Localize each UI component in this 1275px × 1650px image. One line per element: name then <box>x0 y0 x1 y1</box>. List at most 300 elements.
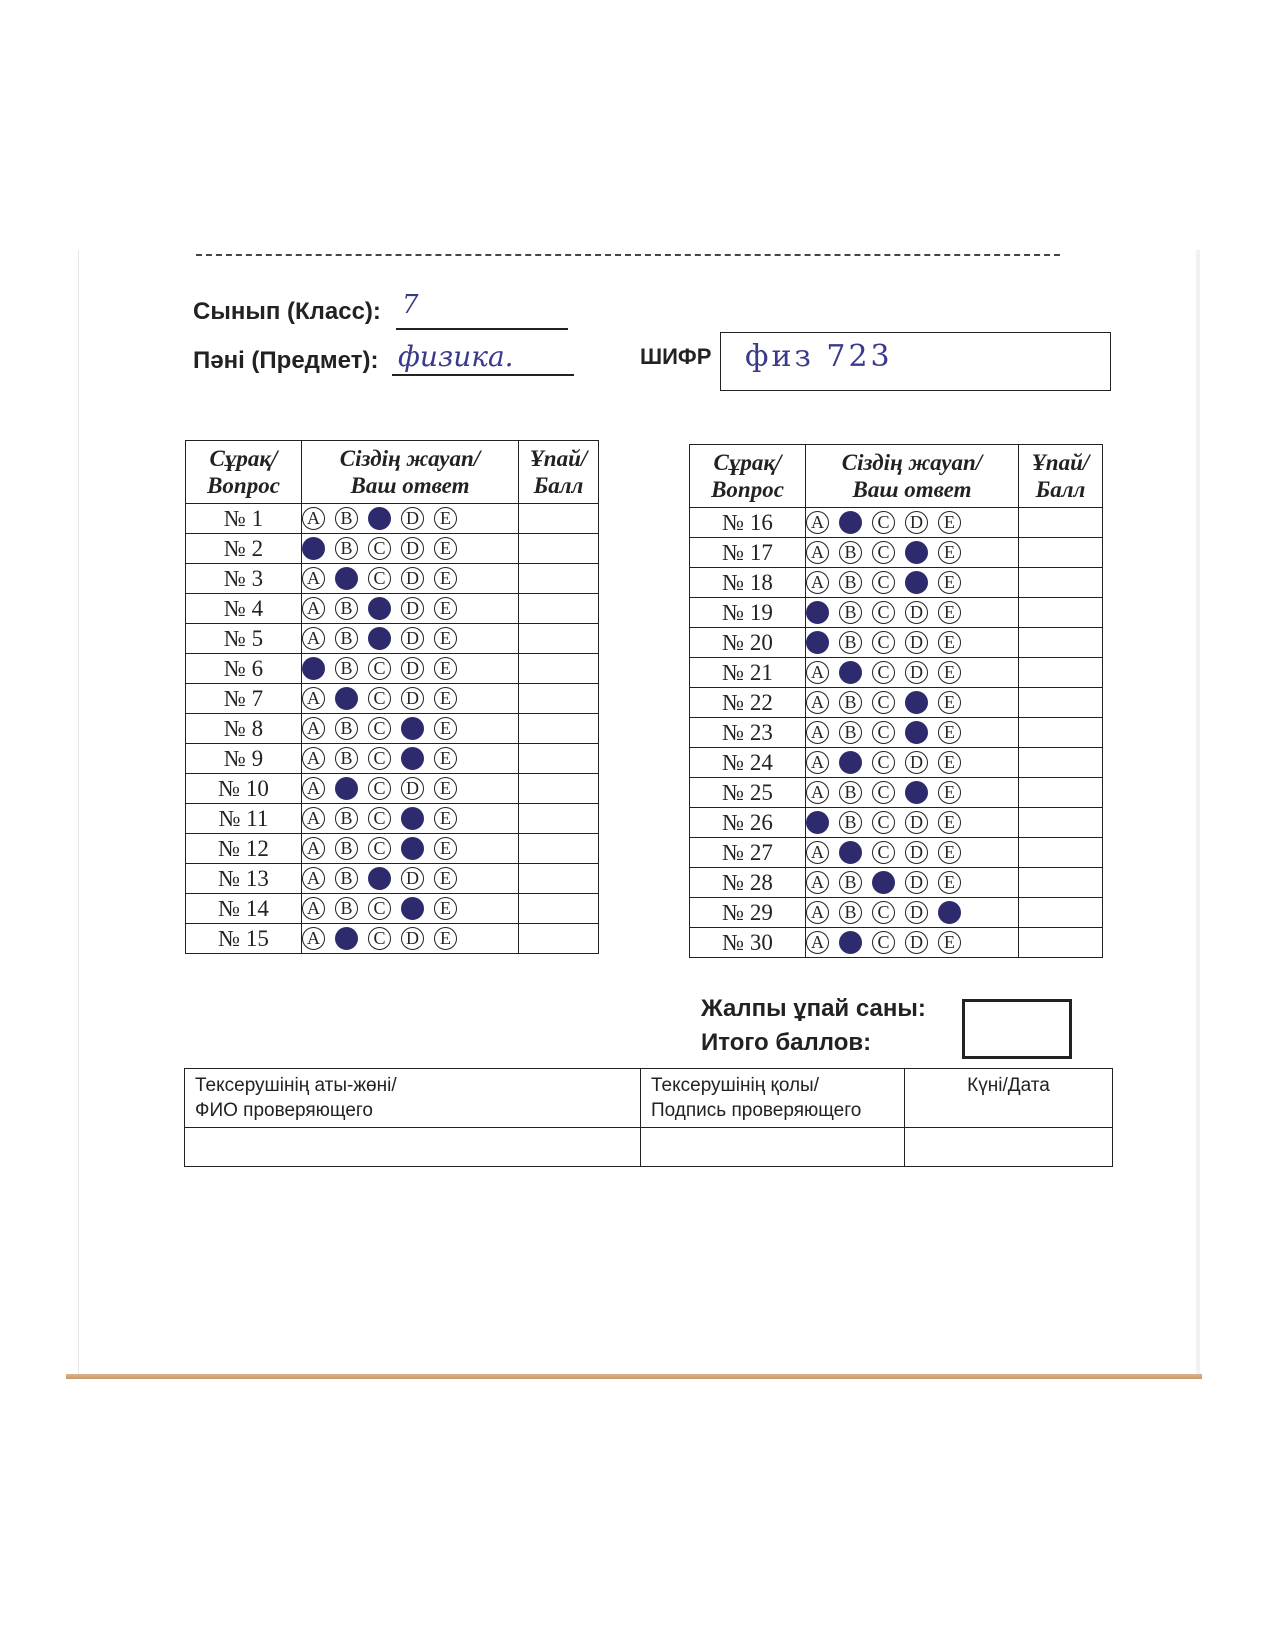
bubble-d[interactable]: D <box>401 927 424 950</box>
answer-bubbles <box>806 928 1019 958</box>
question-number: № 29 <box>690 898 806 928</box>
bubble-e[interactable]: E <box>434 807 457 830</box>
bubble-b-filled[interactable] <box>839 751 862 774</box>
answer-row <box>186 624 599 654</box>
bubble-b[interactable]: B <box>839 601 862 624</box>
bubble-d-filled[interactable] <box>401 717 424 740</box>
bubble-b-filled[interactable] <box>335 927 358 950</box>
answer-bubbles <box>806 748 1019 778</box>
bubble-b[interactable]: B <box>335 597 358 620</box>
question-number: № 28 <box>690 868 806 898</box>
bubble-b[interactable]: B <box>335 807 358 830</box>
bubble-d[interactable]: D <box>905 661 928 684</box>
bubble-c-filled[interactable] <box>872 871 895 894</box>
answer-column-header: Сіздің жауап/ Ваш ответ <box>806 445 1019 508</box>
bubble-d[interactable]: D <box>401 507 424 530</box>
bubble-d[interactable]: D <box>401 657 424 680</box>
score-cell[interactable] <box>1019 538 1103 568</box>
bubble-e[interactable]: E <box>434 897 457 920</box>
answer-bubbles <box>806 538 1019 568</box>
bubble-e[interactable]: E <box>434 507 457 530</box>
bubble-d-filled[interactable] <box>401 837 424 860</box>
answer-table-right <box>689 444 1103 958</box>
checker-name-field[interactable] <box>185 1128 641 1167</box>
bubble-c[interactable]: C <box>368 777 391 800</box>
bubble-c[interactable]: C <box>368 897 391 920</box>
bubble-b[interactable]: B <box>335 507 358 530</box>
bubble-e[interactable]: E <box>938 781 961 804</box>
bubble-d[interactable]: D <box>905 871 928 894</box>
question-number: № 20 <box>690 628 806 658</box>
bubble-d[interactable]: D <box>905 811 928 834</box>
question-number: № 19 <box>690 598 806 628</box>
bubble-b[interactable]: B <box>839 811 862 834</box>
bubble-e[interactable]: E <box>434 867 457 890</box>
bubble-c[interactable]: C <box>368 807 391 830</box>
answer-row <box>186 834 599 864</box>
bubble-b[interactable]: B <box>335 747 358 770</box>
subject-value[interactable]: физика. <box>398 340 514 373</box>
bubble-b[interactable]: B <box>335 627 358 650</box>
bubble-a[interactable]: A <box>806 841 829 864</box>
bubble-e[interactable]: E <box>434 927 457 950</box>
bubble-d-filled[interactable] <box>905 781 928 804</box>
checker-date-header: Күні/Дата <box>905 1069 1113 1128</box>
bubble-b-filled[interactable] <box>335 687 358 710</box>
answer-row <box>690 598 1103 628</box>
bubble-e[interactable]: E <box>938 601 961 624</box>
bubble-b[interactable]: B <box>335 897 358 920</box>
question-number: № 3 <box>186 564 302 594</box>
question-number: № 30 <box>690 928 806 958</box>
answer-row <box>690 748 1103 778</box>
question-number: № 5 <box>186 624 302 654</box>
answer-bubbles <box>302 864 519 894</box>
question-number: № 11 <box>186 804 302 834</box>
bubble-e-filled[interactable] <box>938 901 961 924</box>
bubble-b[interactable]: B <box>839 571 862 594</box>
bubble-a[interactable]: A <box>806 931 829 954</box>
bubble-b[interactable]: B <box>839 901 862 924</box>
question-number: № 14 <box>186 894 302 924</box>
answer-row <box>186 504 599 534</box>
answer-row <box>690 658 1103 688</box>
bubble-e[interactable]: E <box>434 747 457 770</box>
bubble-a[interactable]: A <box>806 511 829 534</box>
answer-bubbles <box>806 868 1019 898</box>
bubble-d[interactable]: D <box>401 627 424 650</box>
answer-row <box>690 538 1103 568</box>
bubble-e[interactable]: E <box>434 597 457 620</box>
bubble-a[interactable]: A <box>806 751 829 774</box>
checker-name-header: Тексерушінің аты-жөні/ ФИО проверяющего <box>185 1069 641 1128</box>
bubble-b-filled[interactable] <box>839 511 862 534</box>
score-cell[interactable] <box>519 714 599 744</box>
bubble-a[interactable]: A <box>302 927 325 950</box>
bubble-c[interactable]: C <box>368 537 391 560</box>
question-number: № 10 <box>186 774 302 804</box>
answer-row <box>690 898 1103 928</box>
bubble-d[interactable]: D <box>401 597 424 620</box>
total-label-kz: Жалпы ұпай саны: <box>701 995 926 1022</box>
bubble-e[interactable]: E <box>938 931 961 954</box>
bubble-e[interactable]: E <box>938 841 961 864</box>
score-cell[interactable] <box>1019 658 1103 688</box>
bubble-d[interactable]: D <box>905 601 928 624</box>
bubble-b-filled[interactable] <box>335 567 358 590</box>
total-score-label <box>701 992 926 1060</box>
bubble-a-filled[interactable] <box>302 537 325 560</box>
checker-signature-header: Тексерушінің қолы/ Подпись проверяющего <box>641 1069 905 1128</box>
bubble-b-filled[interactable] <box>839 841 862 864</box>
question-column-header: Сұрақ/ Вопрос <box>186 441 302 504</box>
answer-row <box>186 534 599 564</box>
total-label-ru: Итого баллов: <box>701 1029 872 1056</box>
total-score-field[interactable] <box>962 999 1072 1059</box>
checker-date-field[interactable] <box>905 1128 1113 1167</box>
bubble-a[interactable]: A <box>302 867 325 890</box>
score-cell[interactable] <box>1019 568 1103 598</box>
answer-bubbles <box>806 808 1019 838</box>
bubble-d-filled[interactable] <box>905 541 928 564</box>
bubble-b[interactable]: B <box>839 691 862 714</box>
class-label: Сынып (Класс): <box>193 298 381 325</box>
bubble-a-filled[interactable] <box>806 811 829 834</box>
answer-bubbles <box>302 774 519 804</box>
bubble-b-filled[interactable] <box>839 661 862 684</box>
answer-bubbles <box>302 684 519 714</box>
subject-label: Пәні (Предмет): <box>193 347 379 374</box>
bubble-b-filled[interactable] <box>839 931 862 954</box>
question-number: № 12 <box>186 834 302 864</box>
bubble-d-filled[interactable] <box>905 691 928 714</box>
bubble-c[interactable]: C <box>368 657 391 680</box>
cipher-value: физ 723 <box>745 339 893 374</box>
answer-bubbles <box>302 534 519 564</box>
bubble-d[interactable]: D <box>905 841 928 864</box>
bubble-e[interactable]: E <box>434 627 457 650</box>
bubble-e[interactable]: E <box>938 691 961 714</box>
score-cell[interactable] <box>1019 868 1103 898</box>
question-number: № 17 <box>690 538 806 568</box>
bubble-c[interactable]: C <box>368 687 391 710</box>
answer-row <box>186 804 599 834</box>
question-number: № 7 <box>186 684 302 714</box>
answer-row <box>186 744 599 774</box>
answer-row <box>186 924 599 954</box>
answer-row <box>690 778 1103 808</box>
answer-bubbles <box>806 598 1019 628</box>
score-cell[interactable] <box>519 654 599 684</box>
question-number: № 27 <box>690 838 806 868</box>
answer-bubbles <box>302 564 519 594</box>
answer-bubbles <box>302 894 519 924</box>
answer-bubbles <box>302 744 519 774</box>
score-column-header: Ұпай/ Балл <box>519 441 599 504</box>
answer-bubbles <box>302 654 519 684</box>
bubble-c[interactable]: C <box>872 511 895 534</box>
score-cell[interactable] <box>519 564 599 594</box>
score-column-header: Ұпай/ Балл <box>1019 445 1103 508</box>
checker-table <box>184 1068 1113 1167</box>
bubble-c[interactable]: C <box>368 837 391 860</box>
score-cell[interactable] <box>1019 628 1103 658</box>
bubble-c[interactable]: C <box>872 901 895 924</box>
answer-bubbles <box>302 804 519 834</box>
bubble-c[interactable]: C <box>368 567 391 590</box>
bubble-c-filled[interactable] <box>368 627 391 650</box>
bubble-e[interactable]: E <box>938 811 961 834</box>
answer-row <box>690 688 1103 718</box>
question-column-header: Сұрақ/ Вопрос <box>690 445 806 508</box>
answer-row <box>690 628 1103 658</box>
bubble-c[interactable]: C <box>872 571 895 594</box>
bubble-e[interactable]: E <box>938 721 961 744</box>
bubble-b[interactable]: B <box>839 541 862 564</box>
bubble-a[interactable]: A <box>806 871 829 894</box>
score-cell[interactable] <box>519 594 599 624</box>
bubble-b[interactable]: B <box>335 867 358 890</box>
answer-row <box>690 868 1103 898</box>
class-underline <box>396 328 568 330</box>
answer-bubbles <box>806 568 1019 598</box>
answer-bubbles <box>806 898 1019 928</box>
bubble-d[interactable]: D <box>905 931 928 954</box>
bubble-e[interactable]: E <box>434 777 457 800</box>
question-number: № 13 <box>186 864 302 894</box>
bubble-c[interactable]: C <box>872 781 895 804</box>
question-number: № 1 <box>186 504 302 534</box>
score-cell[interactable] <box>1019 598 1103 628</box>
bubble-a[interactable]: A <box>302 567 325 590</box>
answer-row <box>186 564 599 594</box>
bubble-a-filled[interactable] <box>806 601 829 624</box>
question-number: № 2 <box>186 534 302 564</box>
bubble-c[interactable]: C <box>872 841 895 864</box>
question-number: № 4 <box>186 594 302 624</box>
bubble-a[interactable]: A <box>806 541 829 564</box>
score-cell[interactable] <box>519 744 599 774</box>
bubble-d[interactable]: D <box>905 751 928 774</box>
answer-row <box>690 508 1103 538</box>
answer-row <box>186 594 599 624</box>
question-number: № 16 <box>690 508 806 538</box>
question-number: № 21 <box>690 658 806 688</box>
class-value[interactable]: 7 <box>402 290 419 320</box>
bubble-a[interactable]: A <box>302 777 325 800</box>
score-cell[interactable] <box>519 684 599 714</box>
answer-bubbles <box>302 594 519 624</box>
bubble-a[interactable]: A <box>302 837 325 860</box>
bubble-c[interactable]: C <box>872 721 895 744</box>
score-cell[interactable] <box>519 834 599 864</box>
bubble-d-filled[interactable] <box>905 721 928 744</box>
bubble-b[interactable]: B <box>839 781 862 804</box>
score-cell[interactable] <box>519 924 599 954</box>
answer-bubbles <box>806 688 1019 718</box>
bubble-d[interactable]: D <box>401 687 424 710</box>
score-cell[interactable] <box>1019 928 1103 958</box>
bubble-a[interactable]: A <box>302 627 325 650</box>
answer-row <box>690 808 1103 838</box>
bubble-a[interactable]: A <box>302 717 325 740</box>
cut-line <box>196 254 1060 256</box>
score-cell[interactable] <box>1019 808 1103 838</box>
bubble-e[interactable]: E <box>938 511 961 534</box>
bubble-c-filled[interactable] <box>368 867 391 890</box>
bubble-d-filled[interactable] <box>401 747 424 770</box>
bubble-e[interactable]: E <box>938 541 961 564</box>
bubble-d[interactable]: D <box>401 567 424 590</box>
score-cell[interactable] <box>1019 508 1103 538</box>
checker-signature-field[interactable] <box>641 1128 905 1167</box>
bubble-a[interactable]: A <box>302 807 325 830</box>
bubble-b[interactable]: B <box>335 717 358 740</box>
bubble-e[interactable]: E <box>434 837 457 860</box>
answer-bubbles <box>302 504 519 534</box>
bubble-a[interactable]: A <box>806 691 829 714</box>
bubble-d[interactable]: D <box>905 631 928 654</box>
bubble-b[interactable]: B <box>335 837 358 860</box>
bubble-b[interactable]: B <box>839 871 862 894</box>
bubble-e[interactable]: E <box>938 661 961 684</box>
score-cell[interactable] <box>519 504 599 534</box>
bubble-e[interactable]: E <box>938 751 961 774</box>
bubble-c[interactable]: C <box>872 811 895 834</box>
bubble-a[interactable]: A <box>302 687 325 710</box>
answer-row <box>690 838 1103 868</box>
answer-row <box>186 714 599 744</box>
bubble-a[interactable]: A <box>806 901 829 924</box>
answer-table-left <box>185 440 599 954</box>
bubble-c[interactable]: C <box>872 751 895 774</box>
subject-underline <box>392 374 574 376</box>
bubble-b[interactable]: B <box>335 657 358 680</box>
score-cell[interactable] <box>1019 838 1103 868</box>
answer-bubbles <box>806 778 1019 808</box>
bubble-d-filled[interactable] <box>905 571 928 594</box>
question-number: № 23 <box>690 718 806 748</box>
bubble-e[interactable]: E <box>434 687 457 710</box>
answer-row <box>690 928 1103 958</box>
bubble-c[interactable]: C <box>368 717 391 740</box>
answer-column-header: Сіздің жауап/ Ваш ответ <box>302 441 519 504</box>
bubble-d-filled[interactable] <box>401 897 424 920</box>
bubble-c[interactable]: C <box>368 747 391 770</box>
bubble-a-filled[interactable] <box>302 657 325 680</box>
bubble-c[interactable]: C <box>368 927 391 950</box>
answer-bubbles <box>302 834 519 864</box>
question-number: № 26 <box>690 808 806 838</box>
sheet-bottom-edge <box>66 1374 1202 1379</box>
bubble-a[interactable]: A <box>806 661 829 684</box>
answer-bubbles <box>806 658 1019 688</box>
bubble-c[interactable]: C <box>872 631 895 654</box>
cipher-field[interactable] <box>720 332 1111 391</box>
bubble-a[interactable]: A <box>302 747 325 770</box>
answer-bubbles <box>302 624 519 654</box>
bubble-d[interactable]: D <box>401 537 424 560</box>
score-cell[interactable] <box>519 624 599 654</box>
answer-row <box>186 654 599 684</box>
answer-bubbles <box>806 508 1019 538</box>
question-number: № 24 <box>690 748 806 778</box>
score-cell[interactable] <box>1019 688 1103 718</box>
bubble-a[interactable]: A <box>806 781 829 804</box>
bubble-b[interactable]: B <box>839 721 862 744</box>
question-number: № 15 <box>186 924 302 954</box>
answer-row <box>690 718 1103 748</box>
bubble-e[interactable]: E <box>938 631 961 654</box>
score-cell[interactable] <box>519 864 599 894</box>
bubble-a[interactable]: A <box>806 571 829 594</box>
answer-row <box>690 568 1103 598</box>
bubble-e[interactable]: E <box>434 657 457 680</box>
bubble-c[interactable]: C <box>872 691 895 714</box>
score-cell[interactable] <box>519 804 599 834</box>
bubble-e[interactable]: E <box>434 537 457 560</box>
answer-bubbles <box>806 628 1019 658</box>
answer-row <box>186 684 599 714</box>
score-cell[interactable] <box>1019 718 1103 748</box>
question-number: № 9 <box>186 744 302 774</box>
answer-row <box>186 864 599 894</box>
question-number: № 6 <box>186 654 302 684</box>
bubble-a[interactable]: A <box>302 507 325 530</box>
sheet-edge <box>1196 250 1200 1376</box>
bubble-e[interactable]: E <box>434 717 457 740</box>
bubble-e[interactable]: E <box>434 567 457 590</box>
bubble-d[interactable]: D <box>401 777 424 800</box>
question-number: № 18 <box>690 568 806 598</box>
score-cell[interactable] <box>519 894 599 924</box>
score-cell[interactable] <box>1019 778 1103 808</box>
question-number: № 22 <box>690 688 806 718</box>
bubble-c[interactable]: C <box>872 541 895 564</box>
answer-row <box>186 774 599 804</box>
score-cell[interactable] <box>1019 748 1103 778</box>
score-cell[interactable] <box>519 774 599 804</box>
bubble-a[interactable]: A <box>806 721 829 744</box>
answer-bubbles <box>302 714 519 744</box>
bubble-d-filled[interactable] <box>401 807 424 830</box>
bubble-a[interactable]: A <box>302 897 325 920</box>
bubble-a[interactable]: A <box>302 597 325 620</box>
bubble-c-filled[interactable] <box>368 597 391 620</box>
question-number: № 8 <box>186 714 302 744</box>
bubble-a-filled[interactable] <box>806 631 829 654</box>
bubble-b[interactable]: B <box>839 631 862 654</box>
question-number: № 25 <box>690 778 806 808</box>
bubble-c[interactable]: C <box>872 661 895 684</box>
bubble-d[interactable]: D <box>905 901 928 924</box>
bubble-c[interactable]: C <box>872 931 895 954</box>
bubble-c[interactable]: C <box>872 601 895 624</box>
bubble-e[interactable]: E <box>938 571 961 594</box>
bubble-e[interactable]: E <box>938 871 961 894</box>
bubble-c-filled[interactable] <box>368 507 391 530</box>
answer-row <box>186 894 599 924</box>
answer-bubbles <box>806 718 1019 748</box>
score-cell[interactable] <box>1019 898 1103 928</box>
answer-bubbles <box>806 838 1019 868</box>
bubble-d[interactable]: D <box>905 511 928 534</box>
answer-bubbles <box>302 924 519 954</box>
bubble-d[interactable]: D <box>401 867 424 890</box>
bubble-b[interactable]: B <box>335 537 358 560</box>
score-cell[interactable] <box>519 534 599 564</box>
bubble-b-filled[interactable] <box>335 777 358 800</box>
